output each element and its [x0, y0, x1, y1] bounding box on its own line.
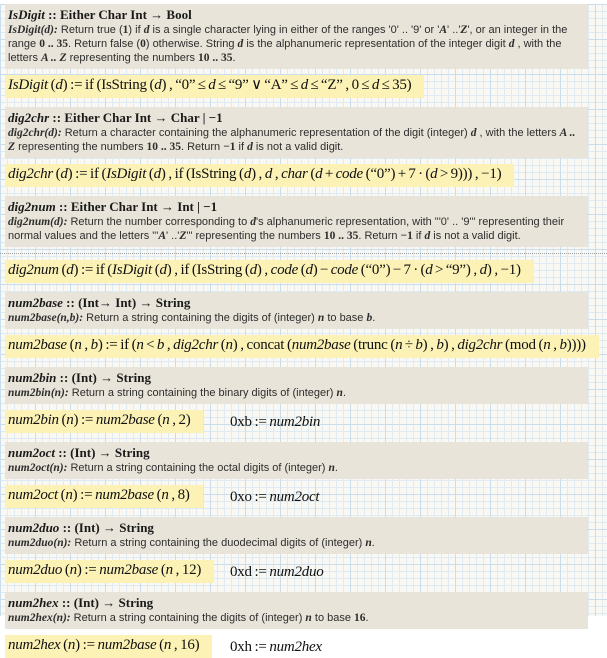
description-text	[8, 215, 580, 243]
text-segment: dig2chr	[8, 166, 53, 182]
text-segment: (	[52, 166, 61, 182]
description-text	[8, 386, 580, 400]
text-segment: A .. Z	[8, 127, 576, 153]
text-segment: :: (Int) → String	[59, 520, 154, 535]
text-segment: ,	[272, 166, 282, 182]
text-segment: :: Either Char Int → Bool	[44, 7, 192, 22]
text-segment: num2base(n,b):	[8, 312, 84, 324]
type-signature-line	[8, 445, 580, 461]
definition-math-region[interactable]	[5, 335, 599, 358]
text-segment: (	[146, 166, 154, 182]
text-segment: .	[372, 312, 376, 324]
formula-row	[5, 335, 597, 358]
text-segment: num2oct(n):	[8, 462, 68, 474]
text-segment: n	[162, 412, 170, 428]
text-segment: ) :=	[75, 637, 98, 653]
text-segment: IsDigit	[106, 166, 147, 182]
formula-row	[5, 635, 597, 658]
text-segment: 0xd :=	[230, 564, 270, 580]
text-segment: d	[315, 166, 323, 182]
text-segment: ) otherwise. String	[145, 38, 238, 50]
formula-row	[5, 410, 597, 433]
text-segment: , with the letters	[8, 38, 562, 64]
text-segment: A	[158, 230, 166, 242]
text-segment: −1	[400, 230, 413, 242]
text-segment: Return a string containing the binary digits of (integer)	[68, 387, 337, 399]
text-segment: b	[436, 337, 444, 353]
text-segment: code	[335, 166, 363, 182]
text-segment: d	[249, 262, 257, 278]
definition-math-region[interactable]	[5, 560, 214, 583]
section-num2hex	[0, 592, 607, 658]
description-text	[8, 611, 580, 625]
type-signature-line	[8, 520, 580, 536]
text-segment: 0xb :=	[230, 414, 270, 430]
text-segment: n	[67, 637, 76, 653]
text-segment: d	[153, 166, 161, 182]
text-segment: d	[243, 166, 252, 182]
text-segment: 10 .. 35	[146, 141, 181, 153]
text-segment: 10 .. 35	[198, 52, 233, 64]
text-segment: Return the number corresponding to	[67, 216, 251, 228]
text-segment: ) −	[312, 262, 331, 278]
description-block[interactable]	[5, 442, 588, 479]
text-segment: (mod (	[502, 337, 544, 353]
text-segment: num2hex	[269, 639, 322, 655]
alias-math-region[interactable]	[230, 414, 320, 431]
text-segment: num2bin	[8, 412, 59, 428]
text-segment: dig2chr(d):	[8, 127, 62, 139]
text-segment: 0 .. 35	[39, 38, 68, 50]
text-segment: . Return	[358, 230, 401, 242]
text-segment: ) ,	[443, 337, 458, 353]
text-segment: num2hex(n):	[8, 612, 71, 624]
description-block[interactable]	[5, 4, 588, 69]
text-segment: IsDigit	[8, 7, 45, 22]
type-signature-line	[8, 595, 580, 611]
text-segment: ) :=	[72, 487, 96, 503]
page-break-line	[0, 253, 607, 254]
text-segment: , 16)	[171, 637, 200, 653]
text-segment: (	[307, 166, 316, 182]
text-segment: , 2)	[169, 412, 191, 428]
text-segment: num2bin(n):	[8, 387, 69, 399]
text-segment: n	[163, 637, 172, 653]
text-segment: dig2num	[8, 199, 56, 214]
text-segment: num2base	[95, 487, 154, 503]
text-segment: ) , if (IsString (	[166, 262, 250, 278]
text-segment: Return a string containing the duodecimal digits of (integer)	[71, 537, 366, 549]
section-dig2num	[0, 196, 607, 283]
text-segment: > 9))) , −1)	[437, 166, 502, 182]
text-segment: n	[136, 337, 144, 353]
text-segment: IsDigit	[112, 262, 152, 278]
text-segment: n	[305, 612, 312, 624]
text-segment: d	[424, 230, 431, 242]
text-segment: (	[58, 262, 67, 278]
text-segment: n	[395, 337, 403, 353]
text-segment: ' ..'	[165, 230, 180, 242]
text-segment: (	[57, 487, 66, 503]
definition-math-region[interactable]	[5, 164, 514, 187]
description-text	[8, 311, 580, 325]
text-segment: num2bin	[8, 370, 57, 385]
text-segment: representing the numbers	[66, 52, 199, 64]
text-segment: −1	[223, 141, 236, 153]
text-segment: code	[270, 262, 298, 278]
text-segment: d	[55, 77, 63, 93]
text-segment: :: (Int) → String	[58, 595, 154, 610]
formula-row	[5, 75, 597, 98]
text-segment: 10 .. 35	[323, 230, 359, 242]
text-segment: d	[159, 262, 167, 278]
text-segment: ) :=	[76, 562, 100, 578]
text-segment: ) :=	[73, 412, 96, 428]
type-signature-line	[8, 110, 580, 126]
text-segment: ', or an integer in the range	[8, 24, 568, 50]
text-segment: b	[559, 337, 567, 353]
text-segment: d	[66, 262, 74, 278]
text-segment: is not a valid digit.	[430, 230, 521, 242]
description-block[interactable]	[5, 107, 588, 158]
text-segment: (	[62, 562, 70, 578]
text-segment: A .. Z	[41, 52, 67, 64]
text-segment: , 12)	[172, 562, 202, 578]
text-segment: Return true (	[57, 24, 123, 36]
definition-math-region[interactable]	[5, 410, 203, 433]
text-segment: (“0”) − 7 · (	[358, 262, 426, 278]
text-segment: ) ,	[256, 262, 271, 278]
text-segment: .	[365, 612, 369, 624]
text-segment: b	[90, 337, 98, 353]
description-block[interactable]	[5, 292, 588, 329]
text-segment: char	[281, 166, 308, 182]
text-segment: n	[165, 562, 173, 578]
text-segment: (“0”) + 7 · (	[362, 166, 431, 182]
text-segment: (	[154, 412, 163, 428]
description-block[interactable]	[5, 196, 588, 247]
section-num2duo	[0, 517, 607, 583]
text-segment: num2hex	[8, 595, 59, 610]
text-segment: :: (Int) → String	[54, 445, 150, 460]
text-segment: num2duo	[8, 520, 60, 535]
text-segment: :: (Int) → String	[56, 370, 152, 385]
description-text	[8, 126, 580, 154]
text-segment: <	[143, 337, 157, 353]
text-segment: ÷	[402, 337, 416, 353]
text-segment: dig2chr	[173, 337, 219, 353]
text-segment: (	[60, 637, 68, 653]
text-segment: (	[66, 337, 75, 353]
text-segment: n	[66, 412, 74, 428]
type-signature-line	[8, 370, 580, 386]
text-segment: d	[247, 141, 253, 153]
text-segment: ) , −1)	[486, 262, 521, 278]
text-segment: :: Either Char Int → Char | −1	[49, 110, 223, 125]
text-segment: ≤ “Z” , 0 ≤	[307, 77, 372, 93]
section-num2oct	[0, 442, 607, 508]
section-dig2chr	[0, 107, 607, 187]
alias-math-region[interactable]	[230, 564, 323, 581]
text-segment: (	[58, 412, 67, 428]
text-segment: (	[156, 637, 164, 653]
text-segment: IsDigit(d):	[8, 24, 58, 36]
text-segment: n	[317, 312, 325, 324]
text-segment: num2oct	[269, 489, 320, 505]
text-segment: d	[237, 38, 244, 50]
text-segment: ) := if (	[97, 337, 137, 353]
text-segment: n	[336, 387, 343, 399]
text-segment: num2duo	[269, 564, 324, 580]
text-segment: representing the numbers	[15, 141, 147, 153]
text-segment: Return a character containing the alphanumeric representation of the digit (integer)	[61, 127, 471, 139]
text-segment: ) ,	[422, 337, 437, 353]
text-segment: Return a string containing the digits of (integer)	[83, 312, 318, 324]
text-segment: d	[425, 262, 433, 278]
text-segment: (trunc (	[350, 337, 396, 353]
text-segment: num2oct	[8, 487, 58, 503]
text-segment: d	[208, 77, 216, 93]
formula-row	[5, 260, 597, 283]
text-segment: d	[300, 77, 308, 93]
text-segment: IsDigit	[8, 77, 48, 93]
text-segment: dig2num(d):	[8, 216, 68, 228]
type-signature-line	[8, 199, 580, 215]
text-segment: if	[235, 141, 248, 153]
text-segment: ) , if (IsString (	[160, 166, 244, 182]
text-segment: b	[366, 312, 373, 324]
text-segment: num2hex	[8, 637, 61, 653]
formula-row	[5, 560, 597, 583]
description-text	[8, 461, 580, 475]
text-segment: d	[305, 262, 313, 278]
text-segment: code	[330, 262, 359, 278]
text-segment: n	[161, 487, 169, 503]
section-num2bin	[0, 367, 607, 433]
text-segment: num2base	[97, 637, 157, 653]
text-segment: , with the letters	[476, 127, 560, 139]
formula-row	[5, 164, 597, 187]
text-segment: d	[143, 24, 150, 36]
text-segment: (	[47, 77, 56, 93]
text-segment: .	[334, 462, 338, 474]
text-segment: d	[470, 127, 477, 139]
text-segment: 0xh :=	[230, 639, 270, 655]
text-segment: .	[232, 52, 236, 64]
text-segment: num2base	[99, 562, 159, 578]
type-signature-line	[8, 295, 580, 311]
text-segment: num2base	[8, 337, 67, 353]
text-segment: dig2chr	[8, 110, 50, 125]
text-segment: d	[154, 77, 162, 93]
text-segment: ,	[164, 337, 174, 353]
text-segment: '" representing the numbers	[186, 230, 324, 242]
text-segment: n	[74, 337, 82, 353]
text-segment: d	[60, 166, 68, 182]
text-segment: num2base	[8, 295, 63, 310]
text-segment: . Return	[181, 141, 224, 153]
text-segment: Z	[460, 24, 468, 36]
text-segment: dig2num	[8, 262, 59, 278]
text-segment: ) , “0” ≤	[161, 77, 209, 93]
text-segment: Z	[179, 230, 187, 242]
text-segment: d	[250, 216, 256, 228]
text-segment: Return a string containing the digits of (integer)	[70, 612, 306, 624]
text-segment: d	[430, 166, 438, 182]
text-segment: d	[508, 38, 515, 50]
text-segment: b	[415, 337, 423, 353]
text-segment: d	[264, 166, 273, 182]
description-text	[8, 536, 580, 550]
text-segment: d	[371, 77, 380, 93]
text-segment: ) ,	[251, 166, 265, 182]
text-segment: ,	[550, 337, 560, 353]
definition-math-region[interactable]	[5, 260, 534, 283]
text-segment: num2duo(n):	[8, 537, 72, 549]
text-segment: to base	[311, 612, 355, 624]
text-segment: num2duo	[8, 562, 63, 578]
definition-math-region[interactable]	[5, 635, 212, 658]
text-segment: .	[371, 537, 375, 549]
text-segment: 16	[354, 612, 366, 624]
text-segment: ))))	[566, 337, 586, 353]
alias-math-region[interactable]	[230, 639, 322, 656]
text-segment: dig2chr	[457, 337, 503, 353]
text-segment: 0xo :=	[230, 489, 270, 505]
text-segment: n	[365, 537, 372, 549]
section-isdigit	[0, 4, 607, 98]
text-segment: to base	[324, 312, 367, 324]
text-segment: ) := if (IsString (	[62, 77, 155, 93]
text-segment: num2base	[291, 337, 351, 353]
text-segment: n	[225, 337, 233, 353]
text-segment: num2bin	[269, 414, 321, 430]
text-segment: ≤ “9” ∨ “A” ≤	[215, 77, 301, 93]
text-segment: > “9”) ,	[432, 262, 480, 278]
text-segment: 0	[140, 38, 146, 50]
text-segment: ' ..'	[447, 24, 461, 36]
text-segment: (	[151, 262, 160, 278]
text-segment: n	[328, 462, 335, 474]
text-segment: n	[69, 562, 77, 578]
text-segment: ≤ 35)	[379, 77, 412, 93]
text-segment: (	[218, 337, 226, 353]
text-segment: 's alphanumeric representation, with "'0' .. '9'" representing their normal values and the letters "'	[8, 216, 565, 242]
text-segment: is a single character lying in either of the ranges '0' .. '9' or '	[149, 24, 440, 36]
definition-math-region[interactable]	[5, 75, 424, 98]
text-segment: ) if	[128, 24, 144, 36]
text-segment: , 8)	[168, 487, 190, 503]
text-segment: d	[479, 262, 487, 278]
text-segment: num2base	[95, 412, 155, 428]
text-segment: (	[158, 562, 166, 578]
text-segment: ) , concat (	[232, 337, 292, 353]
text-segment: n	[543, 337, 551, 353]
text-segment: if	[412, 230, 425, 242]
text-segment: n	[65, 487, 73, 503]
type-signature-line	[8, 7, 580, 23]
description-block[interactable]	[5, 517, 588, 554]
text-segment: Return a string containing the octal digits of (integer)	[67, 462, 329, 474]
mathcad-worksheet	[0, 4, 607, 658]
description-block[interactable]	[5, 592, 588, 629]
text-segment: ) := if (	[67, 166, 107, 182]
description-text	[8, 23, 580, 65]
formula-row	[5, 485, 597, 508]
text-segment: is not a valid digit.	[252, 141, 344, 153]
alias-math-region[interactable]	[230, 489, 319, 506]
text-segment: A	[439, 24, 448, 36]
text-segment: is the alphanumeric representation of the integer digit	[243, 38, 509, 50]
text-segment: . Return false (	[67, 38, 141, 50]
text-segment: :: Either Char Int → Int | −1	[55, 199, 218, 214]
text-segment: b	[156, 337, 165, 353]
section-num2base	[0, 292, 607, 358]
text-segment: .	[342, 387, 346, 399]
description-block[interactable]	[5, 367, 588, 404]
text-segment: ,	[81, 337, 91, 353]
text-segment: +	[322, 166, 336, 182]
text-segment: ) := if (	[73, 262, 113, 278]
text-segment: (	[297, 262, 306, 278]
text-segment: 1	[122, 24, 129, 36]
definition-math-region[interactable]	[5, 485, 203, 508]
text-segment: :: (Int→ Int) → String	[62, 295, 191, 310]
text-segment: (	[153, 487, 162, 503]
text-segment: num2oct	[8, 445, 55, 460]
